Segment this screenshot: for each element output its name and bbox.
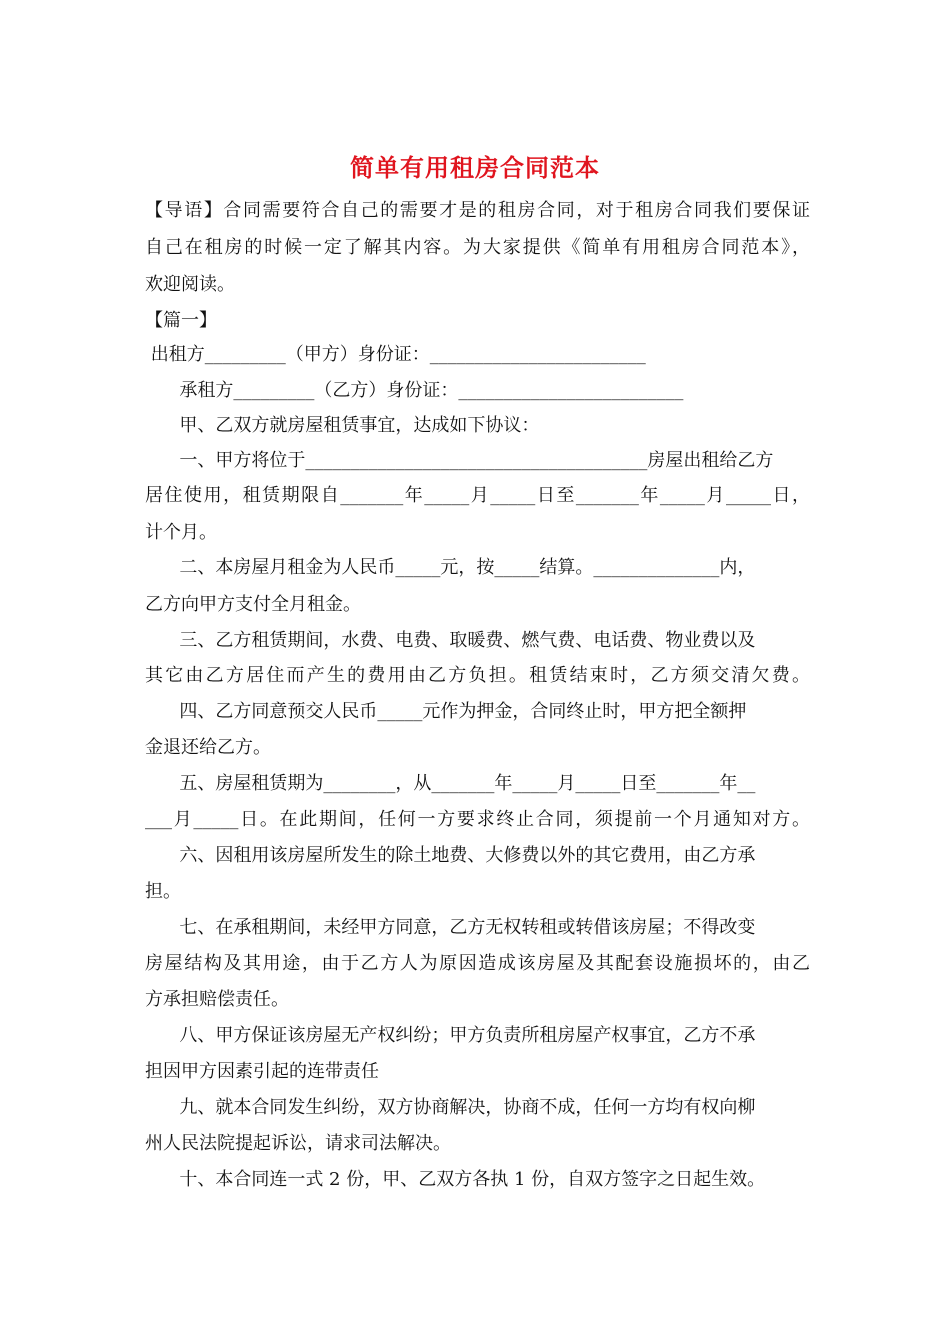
text-line: 甲、乙双方就房屋租赁事宜，达成如下协议：	[145, 415, 540, 436]
text-line: 计个月。	[145, 522, 217, 543]
text-line: 十、本合同连一式 2 份，甲、乙双方各执 1 份，自双方签字之日起生效。	[145, 1169, 766, 1190]
text-line: 五、房屋租赁期为________，从_______年_____月_____日至_______年__	[145, 773, 756, 794]
text-line: 四、乙方同意预交人民币_____元作为押金，合同终止时，甲方把全额押	[145, 701, 747, 722]
text-line: 六、因租用该房屋所发生的除土地费、大修费以外的其它费用，由乙方承	[145, 845, 756, 866]
section-heading: 【篇一】	[145, 310, 217, 331]
text-line: 欢迎阅读。	[145, 274, 235, 295]
text-line: ___月_____日。在此期间，任何一方要求终止合同，须提前一个月通知对方。	[145, 809, 810, 830]
text-line: 担。	[145, 881, 181, 902]
text-line: 房屋结构及其用途，由于乙方人为原因造成该房屋及其配套设施损坏的，由乙	[145, 953, 810, 974]
text-line: 承租方_________（乙方）身份证：_________________________	[145, 380, 684, 401]
text-line: 出租方_________（甲方）身份证：________________________	[145, 344, 646, 365]
text-line: 八、甲方保证该房屋无产权纠纷；甲方负责所租房屋产权事宜，乙方不承	[145, 1025, 756, 1046]
text-line: 其它由乙方居住而产生的费用由乙方负担。租赁结束时，乙方须交清欠费。	[145, 665, 810, 686]
text-line: 居住使用，租赁期限自_______年_____月_____日至_______年_____月_____日，	[145, 485, 810, 506]
text-line: 金退还给乙方。	[145, 737, 271, 758]
text-line: 九、就本合同发生纠纷，双方协商解决，协商不成，任何一方均有权向柳	[145, 1097, 756, 1118]
text-line: 州人民法院提起诉讼，请求司法解决。	[145, 1133, 451, 1154]
text-line: 七、在承租期间，未经甲方同意，乙方无权转租或转借该房屋；不得改变	[145, 917, 756, 938]
document-title: 简单有用租房合同范本	[350, 153, 600, 182]
text-line: 一、甲方将位于______________________________________房屋出租给乙方	[145, 450, 774, 471]
text-line: 担因甲方因素引起的连带责任	[145, 1061, 379, 1082]
text-line: 【导语】合同需要符合自己的需要才是的租房合同，对于租房合同我们要保证	[145, 200, 810, 221]
text-line: 自己在租房的时候一定了解其内容。为大家提供《简单有用租房合同范本》，	[145, 237, 810, 258]
text-line: 乙方向甲方支付全月租金。	[145, 594, 361, 615]
text-line: 二、本房屋月租金为人民币_____元，按_____结算。______________内，	[145, 557, 756, 578]
text-line: 三、乙方租赁期间，水费、电费、取暖费、燃气费、电话费、物业费以及	[145, 630, 756, 651]
text-line: 方承担赔偿责任。	[145, 989, 289, 1010]
